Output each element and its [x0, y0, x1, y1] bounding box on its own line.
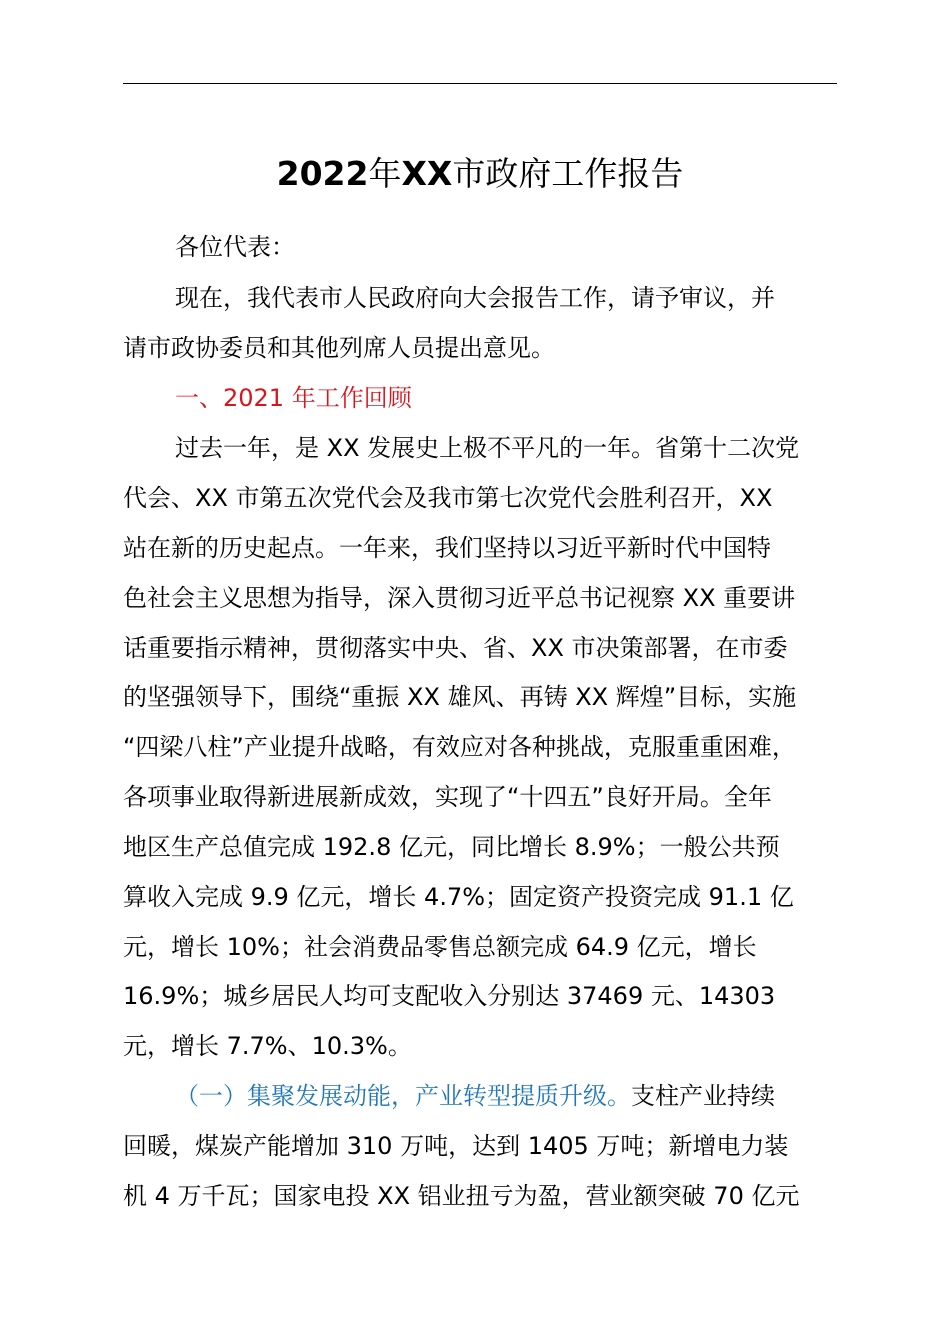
paragraph-line: 算收入完成 9.9 亿元，增长 4.7%；固定资产投资完成 91.1 亿 [123, 883, 794, 911]
paragraph-line: 过去一年，是 XX 发展史上极不平凡的一年。省第十二次党 [175, 434, 800, 462]
document-title [123, 148, 837, 200]
header-rule [123, 83, 837, 84]
paragraph-line: 地区生产总值完成 192.8 亿元，同比增长 8.9%；一般公共预 [123, 833, 780, 861]
title-city: XX [401, 154, 453, 193]
subsection-heading: （一）集聚发展动能，产业转型提质升级。 [175, 1082, 631, 1110]
subsection-line [175, 1078, 915, 1114]
salutation: 各位代表： [175, 233, 295, 261]
paragraph-line: 的坚强领导下，围绕“重振 XX 雄风、再铸 XX 辉煌”目标，实施 [123, 683, 797, 711]
title-rest: 市政府工作报告 [452, 154, 684, 193]
paragraph-line: 元，增长 7.7%、10.3%。 [123, 1032, 412, 1060]
paragraph-line: 机 4 万千瓦；国家电投 XX 铝业扭亏为盈，营业额突破 70 亿元 [123, 1182, 800, 1210]
paragraph-line: 请市政协委员和其他列席人员提出意见。 [123, 334, 555, 362]
paragraph-line: 话重要指示精神，贯彻落实中央、省、XX 市决策部署，在市委 [123, 634, 788, 662]
section-heading: 一、2021 年工作回顾 [175, 384, 412, 412]
paragraph-line: 回暖，煤炭产能增加 310 万吨，达到 1405 万吨；新增电力装 [123, 1132, 789, 1160]
paragraph-line: 各项事业取得新进展新成效，实现了“十四五”良好开局。全年 [123, 783, 772, 811]
title-nian: 年 [368, 154, 402, 193]
paragraph-line: 元，增长 10%；社会消费品零售总额完成 64.9 亿元，增长 [123, 933, 757, 961]
paragraph-line: “四梁八柱”产业提升战略，有效应对各种挑战，克服重重困难， [123, 733, 796, 761]
title-year: 2022 [276, 154, 369, 193]
paragraph-line: 现在，我代表市人民政府向大会报告工作，请予审议，并 [175, 284, 775, 312]
subsection-text: 支柱产业持续 [631, 1082, 775, 1110]
paragraph-line: 代会、XX 市第五次党代会及我市第七次党代会胜利召开，XX [123, 484, 773, 512]
paragraph-line: 色社会主义思想为指导，深入贯彻习近平总书记视察 XX 重要讲 [123, 584, 796, 612]
paragraph-line: 16.9%；城乡居民人均可支配收入分别达 37469 元、14303 [123, 982, 776, 1010]
paragraph-line: 站在新的历史起点。一年来，我们坚持以习近平新时代中国特 [123, 534, 771, 562]
